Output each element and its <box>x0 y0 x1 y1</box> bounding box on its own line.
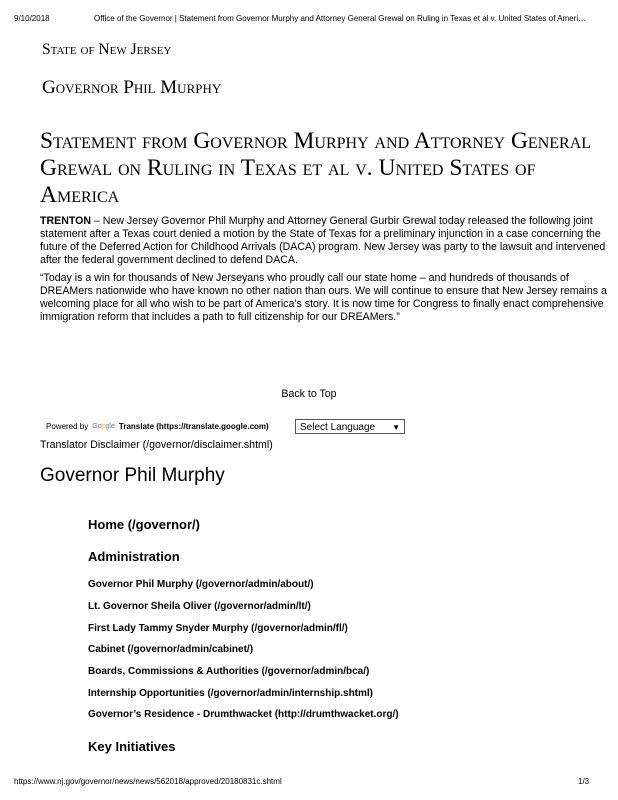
footer-heading: Governor Phil Murphy <box>40 465 225 486</box>
dropdown-arrow-icon: ▼ <box>392 423 400 432</box>
nav-link-internships[interactable]: Internship Opportunities (/governor/admin/internship.shtml) <box>88 688 374 699</box>
language-select-value: Select Language <box>300 422 376 433</box>
nav-link-boards[interactable]: Boards, Commissions & Authorities (/governor/admin/bca/) <box>88 666 370 677</box>
google-logo <box>92 423 115 430</box>
article-paragraph-1 <box>40 215 608 267</box>
print-date: 9/10/2018 <box>14 14 50 23</box>
print-title: Office of the Governor | Statement from Governor Murphy and Attorney General Grewal on Ruling in Texas et al v. United States of Ameri… <box>94 14 587 23</box>
key-initiatives-heading: Key Initiatives <box>88 739 176 754</box>
article-title: Statement from Governor Murphy and Attorney General Grewal on Ruling in Texas et al v. United States of America <box>40 128 592 208</box>
state-name-link[interactable]: State of New Jersey <box>42 41 172 58</box>
language-select[interactable] <box>295 419 405 434</box>
administration-heading: Administration <box>88 549 180 564</box>
back-to-top-link[interactable]: Back to Top <box>281 388 337 400</box>
dateline: TRENTON <box>40 215 92 227</box>
print-url: https://www.nj.gov/governor/news/news/562018/approved/20180831c.shtml <box>14 777 282 786</box>
nav-link-residence[interactable]: Governor’s Residence - Drumthwacket (http://drumthwacket.org/) <box>88 709 399 720</box>
nav-link-lt-governor[interactable]: Lt. Governor Sheila Oliver (/governor/admin/lt/) <box>88 601 311 612</box>
nav-link-first-lady[interactable]: First Lady Tammy Snyder Murphy (/governor/admin/fl/) <box>88 623 348 634</box>
translate-attribution <box>46 422 269 431</box>
translator-disclaimer-link[interactable]: Translator Disclaimer (/governor/disclaimer.shtml) <box>40 439 273 451</box>
paragraph-1-text: – New Jersey Governor Phil Murphy and Attorney General Gurbir Grewal today released the following joint statement after a Texas court denied a motion by the State of Texas for a preliminary injunction in a case concerning the future of the Deferred Action for Childhood Arrivals (DACA) program. New Jersey was party to the lawsuit and intervened after the federal government declined to defend DACA. <box>40 215 606 266</box>
powered-by-text: Powered by <box>46 422 89 431</box>
governor-name-link[interactable]: Governor Phil Murphy <box>42 77 222 98</box>
print-page-number: 1/3 <box>578 777 590 786</box>
nav-home-link[interactable]: Home (/governor/) <box>88 517 200 532</box>
article-paragraph-2: “Today is a win for thousands of New Jerseyans who proudly call our state home – and hundreds of thousands of DREAMers nationwide who have known no other nation than ours. We will continue to ensure that New Jersey remains a welcoming place for all who wish to be part of America’s story. It is now time for Congress to finally enact comprehensive immigration reform that includes a path to full citizenship for our DREAMers.” <box>40 272 607 323</box>
nav-link-governor[interactable]: Governor Phil Murphy (/governor/admin/about/) <box>88 579 314 590</box>
google-logo-text: Google <box>92 423 115 430</box>
translate-link[interactable]: Translate (https://translate.google.com) <box>118 422 269 431</box>
nav-link-cabinet[interactable]: Cabinet (/governor/admin/cabinet/) <box>88 644 254 655</box>
